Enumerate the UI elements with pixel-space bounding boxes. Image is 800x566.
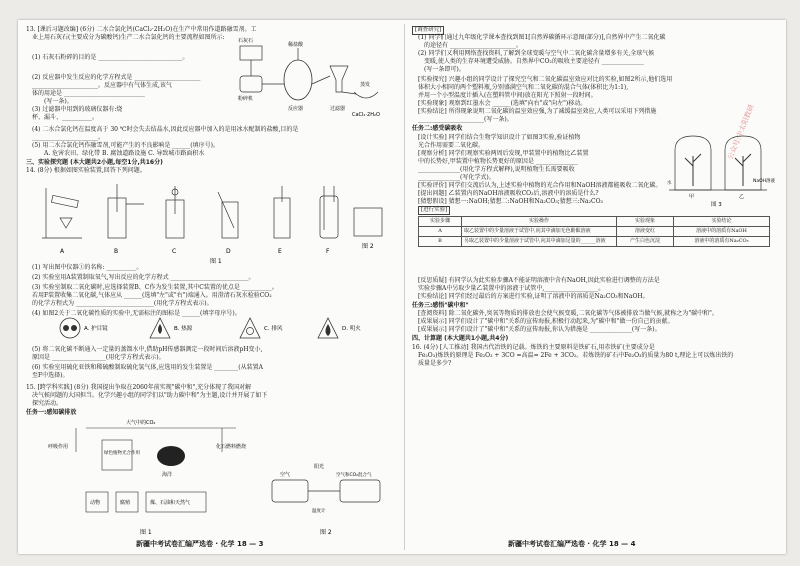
water-label: 水: [667, 181, 672, 186]
right-text-line: [成果展示] 同学们设计了"碳中和"关系的宣传海报,你认为措施是 ______________(写一条)。: [418, 326, 661, 333]
left-text-line: (2) 反应器中发生反应的化学方程式是 ______________________: [32, 74, 201, 81]
right-text-line: [猜想假设] 猜想一:NaOH;猜想二:NaOH和Na₂CO₃;猜想三:Na₂CO₃: [418, 198, 603, 205]
ocean-label: 海洋: [162, 472, 173, 478]
apparatus-label-b: B: [114, 248, 119, 255]
right-text-line: [设计实验] 同学们结合生物学知识设计了如图3实验,验证植物: [418, 134, 581, 141]
right-text-line: 的途径有 ______________________。: [424, 42, 522, 49]
left-page: [26, 20, 396, 554]
icon-label-d: D. 明火: [342, 326, 361, 332]
left-text-line: 至F中选择)。: [32, 372, 69, 379]
plant-label: 绿色植物光合作用: [104, 451, 140, 456]
carbon-cycle-figure: [46, 418, 256, 538]
evaporation-label: 蒸发: [360, 82, 371, 88]
left-text-line: (3) 过滤器中用到的玻璃仪器有:烧: [32, 106, 123, 113]
right-text-line: 16. (4分) [人工推动] 我国古代冶铁的记载。炼铁的主要原料是铁矿石,用赤铁矿(主要成分是: [412, 344, 655, 351]
ocean-shape: [157, 446, 185, 466]
jar-a-label: 甲: [689, 194, 695, 200]
cycle-top-label: 大气中的CO₂: [126, 420, 156, 426]
evaporation-dish: [354, 92, 378, 98]
air-bottle: [272, 480, 308, 502]
left-text-line: 若用F装置收集二氧化碳,气体应从 ______(选填"左"或"右")端通入。用澄清石灰水检验CO₂: [32, 292, 272, 299]
row-b-phenomenon: 产生白色沉淀: [617, 237, 674, 247]
left-text-line: 杯、漏斗、__________。: [32, 114, 99, 121]
dilute-acid-label: 稀盐酸: [288, 42, 304, 48]
filter-funnel: [330, 66, 348, 92]
left-text-line: 体的用途是 ___________________________: [32, 90, 145, 97]
left-text-line: 业上用石灰石(主要成分为碳酸钙)生产二水合氯化钙的主要流程如图所示:: [32, 34, 225, 41]
right-text-line: (写一条即可)。: [424, 66, 465, 73]
stone-label: 石灰石: [238, 38, 254, 44]
left-text-line: (1) 写出图中仪器①的名称: __________。: [32, 264, 143, 271]
mill-label: 粉碎机: [238, 96, 254, 102]
mix-bottle: [340, 480, 380, 502]
mix-label: 空气和CO₂混合气: [336, 473, 372, 478]
right-text-line: [成果展示] 同学们设计了"碳中和"关系的宣传海报,积极行动起来,为"碳中和"做一份自己的贡献。: [418, 318, 674, 325]
left-text-line: 三、实验探究题 (本大题共2小题,每空1分,共16分): [26, 159, 163, 166]
right-text-line: 任务三:感悟"碳中和": [412, 302, 469, 309]
left-footer: 新疆中考试卷汇编严选卷 · 化学 18 — 3: [136, 539, 264, 548]
right-text-line: 变暖,使人类的生存环境遭受威胁。自然界中CO₂的吸收主要途径有 ______________: [424, 58, 644, 65]
right-text-line: [查阅资料] 除二氧化碳外,臭氧等物质的排放也会使气候变暖,二氧化碳等气体被排放当做气候,就称之为"碳中和"。: [418, 310, 718, 317]
plant-jars-figure: [667, 130, 776, 208]
icon-label-a: A. 护目镜: [84, 326, 108, 332]
row-b-conclusion: 溶液中的溶质有Na₂CO₃: [674, 237, 770, 247]
header-operation: 实验操作: [462, 217, 617, 227]
right-text-line: 实验步骤A中另取少量乙装置中的溶液于试管中,__________________。: [418, 285, 605, 292]
left-text-line: (写一条)。: [44, 98, 73, 105]
product-label: CaCl₂·2H₂O: [352, 112, 380, 118]
goggles-icon: [60, 318, 108, 338]
figure-3-label: 图 3: [711, 202, 722, 208]
right-text-line: [实验探究] 兴趣小组的同学设计了探究空气和二氧化碳温室效应对比的实验,如图2所示,他们选用: [418, 76, 673, 83]
rot-label: 腐殖: [120, 500, 131, 506]
page-divider: [404, 24, 405, 550]
right-text-line: (1) 同学们通过九年级化学课本查找到图1[自然界碳循环示意图(部分)],自然界中产生二氧化碳: [418, 34, 666, 41]
reactor-label: 反应器: [288, 106, 304, 112]
apparatus-b: [108, 184, 144, 255]
left-text-line: ______________________。反应器中有气体生成,该气: [32, 82, 172, 89]
left-text-line: 的化学方程式为 __________________________(用化学方程式表示)。: [32, 300, 213, 307]
naoh-label: NaOH溶液: [753, 179, 776, 184]
left-text-line: (4) 如图2关于二氧化碳性质的实验中,无需标注的图标是 ______(填字母序号)。: [32, 310, 241, 317]
plant-b: [735, 154, 751, 186]
right-text-line: 光合作用需要二氧化碳。: [418, 142, 485, 149]
row-b-operation: 另取乙装置中的少量溶液于试管中,向其中滴加足量的______溶液: [462, 237, 617, 247]
coal-label: 煤、石油和天然气: [150, 500, 191, 506]
bracket-label: [调查研究]: [412, 26, 444, 35]
left-text-line: (1) 石灰石粉碎的目的是 ____________________________。: [32, 54, 189, 61]
row-a-phenomenon: 溶液变红: [617, 227, 674, 237]
figure-2-beaker: [354, 208, 382, 236]
left-text-line: A. 危害农田、绿化带 B. 腐蚀道路设施 C. 导致城市路面积水: [44, 150, 205, 157]
left-text-line: 13. [课后习题改编] (6分) 二水合氯化钙(CaCl₂·2H₂O)在生产中常用作道路融雪剂。工: [26, 26, 257, 33]
jar-b-label: 乙: [739, 194, 745, 200]
right-text-line: 中的长势好,甲装置中植物长势更好的原因是 ______________: [418, 158, 578, 165]
right-text-line: [反思质疑] 有同学认为此实验步骤A不能证明溶液中含有NaOH,因此实验进行调整的方法是: [418, 277, 660, 284]
right-text-line: 四、计算题 (本大题共1小题,共4分): [412, 335, 509, 342]
right-text-line: [实验结论] 同学们经过最后的方案进行实验,证明了溶液中的溶质是Na₂CO₃和NaOH。: [418, 293, 649, 300]
animal-label: 动物: [90, 500, 101, 506]
right-text-line: (2) 同学们又利用网络查找资料,了解到全球变暖与空气中二氧化碳含量增多有关,全球气候: [418, 50, 655, 57]
header-phenomenon: 实验现象: [617, 217, 674, 227]
header-step: 实验步骤: [419, 217, 462, 227]
apparatus-figure-1: [36, 178, 391, 265]
safety-icons: [56, 316, 386, 346]
left-text-line: 15. [跨学科实践] (8分) 我国提出争取在2060年前实现"碳中和",充分体现了我国对解: [26, 384, 252, 391]
greenhouse-figure: [266, 460, 396, 540]
sunlight-label: 阳光: [314, 464, 325, 470]
air-label: 空气: [280, 472, 291, 478]
right-text-line: [418, 206, 452, 215]
apparatus-label-d: D: [226, 248, 231, 255]
row-a-conclusion: 溶液中的溶质有NaOH: [674, 227, 770, 237]
apparatus-f: [320, 186, 338, 255]
right-text-line: ______________________(写一条)。: [418, 116, 513, 123]
plant-a: [685, 154, 701, 186]
left-text-line: ______________________。: [32, 134, 105, 141]
apparatus-label-e: E: [278, 248, 282, 255]
left-text-line: (6) 实验室用硫化亚铁和稀硫酸制取硫化氢气体,应选用的发生装置是 ________(从装置A: [32, 364, 263, 371]
table-row: [419, 237, 770, 247]
right-text-line: 质量是多少?: [418, 360, 452, 367]
right-text-line: 并用一个小型温度计插入(在塑料管中间)放在阳光下照射一段时间。: [418, 92, 597, 99]
left-text-line: 14. (8分) 根据如图实验装置,回答下列问题。: [26, 167, 146, 174]
right-text-line: [实验现象] 观察到红墨水会 ______(选填"向右"或"向左")移动。: [418, 100, 587, 107]
left-text-line: (2) 实验室用A装置制取氧气,写出反应的化学方程式 __________________________。: [32, 274, 255, 281]
right-text-line: 体积大小相同的两个塑料瓶,分别盛满空气和二氧化碳的混合气体(体积比为1:1),: [418, 84, 629, 91]
left-text-line: (4) 二水合氯化钙在温度高于 30 ℃时会失去结晶水,因此反应器中加入的是用冰水配制的盐酸,目的是: [32, 126, 299, 133]
figure-2-label: 图 2: [362, 243, 374, 250]
apparatus-a: [42, 188, 82, 255]
left-text-line: 原因是 __________________(用化学方程式表示)。: [32, 354, 165, 361]
right-text-line: 任务二:感受碳吸收: [412, 125, 463, 132]
row-a-operation: 取乙装置中的少量溶液于试管中,向其中滴加无色酚酞溶液: [462, 227, 617, 237]
right-text-line: [实验结论] 所得现象说明二氧化碳的温室效应强,为了减缓温室效应,人类可以采用下列措施: [418, 108, 657, 115]
figure-1-label: 图 1: [210, 258, 222, 265]
right-text-line: [观察分析] 同学们观察实验两周后发现,甲装置中的植物比乙装置: [418, 150, 589, 157]
flow-arrow-3: [312, 76, 330, 84]
fossil-label: 化石燃料燃烧: [216, 444, 247, 450]
reactor-vessel: [284, 60, 312, 100]
right-text-line: Fe₂O₃)炼铁的原理是 Fe₂O₃ + 3CO =高温= 2Fe + 3CO₂。若炼铁的矿石中Fe₂O₃的质量为80 t,理论上可以炼出铁的: [418, 352, 734, 359]
icon-label-c: C. 排风: [264, 326, 283, 332]
apparatus-label-a: A: [60, 248, 65, 255]
apparatus-label-c: C: [172, 248, 177, 255]
right-page: [412, 20, 778, 554]
process-flow-diagram: [236, 36, 391, 124]
mill-machine: [240, 76, 262, 92]
apparatus-label-f: F: [326, 248, 330, 255]
header-conclusion: 实验结论: [674, 217, 770, 227]
table-header-row: [419, 217, 770, 227]
co2-figure-1-label: 图 1: [140, 529, 152, 536]
thermometer-label: 温度计: [312, 509, 326, 514]
co2-figure-2-label: 图 2: [320, 529, 332, 536]
watermark-stamp: 公众号:中太阳教研: [726, 103, 756, 161]
exam-sheet: [18, 20, 786, 554]
apparatus-c: [166, 186, 184, 255]
left-text-line: 探究活动。: [32, 400, 63, 407]
apparatus-d: [218, 192, 238, 255]
table-row: [419, 227, 770, 237]
breathing-label: 呼吸作用: [48, 444, 69, 450]
left-text-line: (5) 用二水合氯化钙作融雪剂,可能产生的不良影响是 ______(填序号)。: [32, 142, 219, 149]
icon-label-b: B. 热源: [174, 326, 193, 332]
bracket-label: [进行实验]: [418, 206, 450, 215]
left-text-line: 任务一:感知碳排放: [26, 409, 77, 416]
left-text-line: (3) 实验室制取二氧化碳时,应选择装置B、C作为发生装置,其中C装置的优点是 __________。: [32, 284, 278, 291]
right-text-line: ______________(用化学方程式解释),说明植物生长需要吸收: [418, 166, 575, 173]
right-text-line: ______________(写化学式)。: [418, 174, 495, 181]
apparatus-e: [274, 186, 290, 255]
filter-label: 过滤器: [330, 106, 346, 112]
exhaust-icon: [240, 318, 283, 338]
left-text-line: (5) 将二氧化碳不断通入一定量的蒸馏水中,借助pH传感器测定一段时间后溶液pH变小,: [32, 346, 263, 353]
heat-icon: [150, 318, 193, 338]
row-b-step: B: [419, 237, 462, 247]
flame-icon: [318, 318, 361, 338]
experiment-table: [418, 216, 770, 247]
stone-hopper: [240, 46, 262, 60]
right-footer: 新疆中考试卷汇编严选卷 · 化学 18 — 4: [508, 539, 636, 548]
left-text-line: 决气候问题的大国担当。化学兴趣小组的同学们以"助力碳中和"为主题,设计并开展了如下: [32, 392, 268, 399]
right-text-line: [实验评价] 同学们交流后认为,上述实验中植物的光合作用和NaOH溶液都能吸收二氧化碳。: [418, 182, 662, 189]
row-a-step: A: [419, 227, 462, 237]
right-text-line: [提出问题] 乙装置内的NaOH溶液吸收CO₂后,溶液中的溶质是什么?: [418, 190, 599, 197]
